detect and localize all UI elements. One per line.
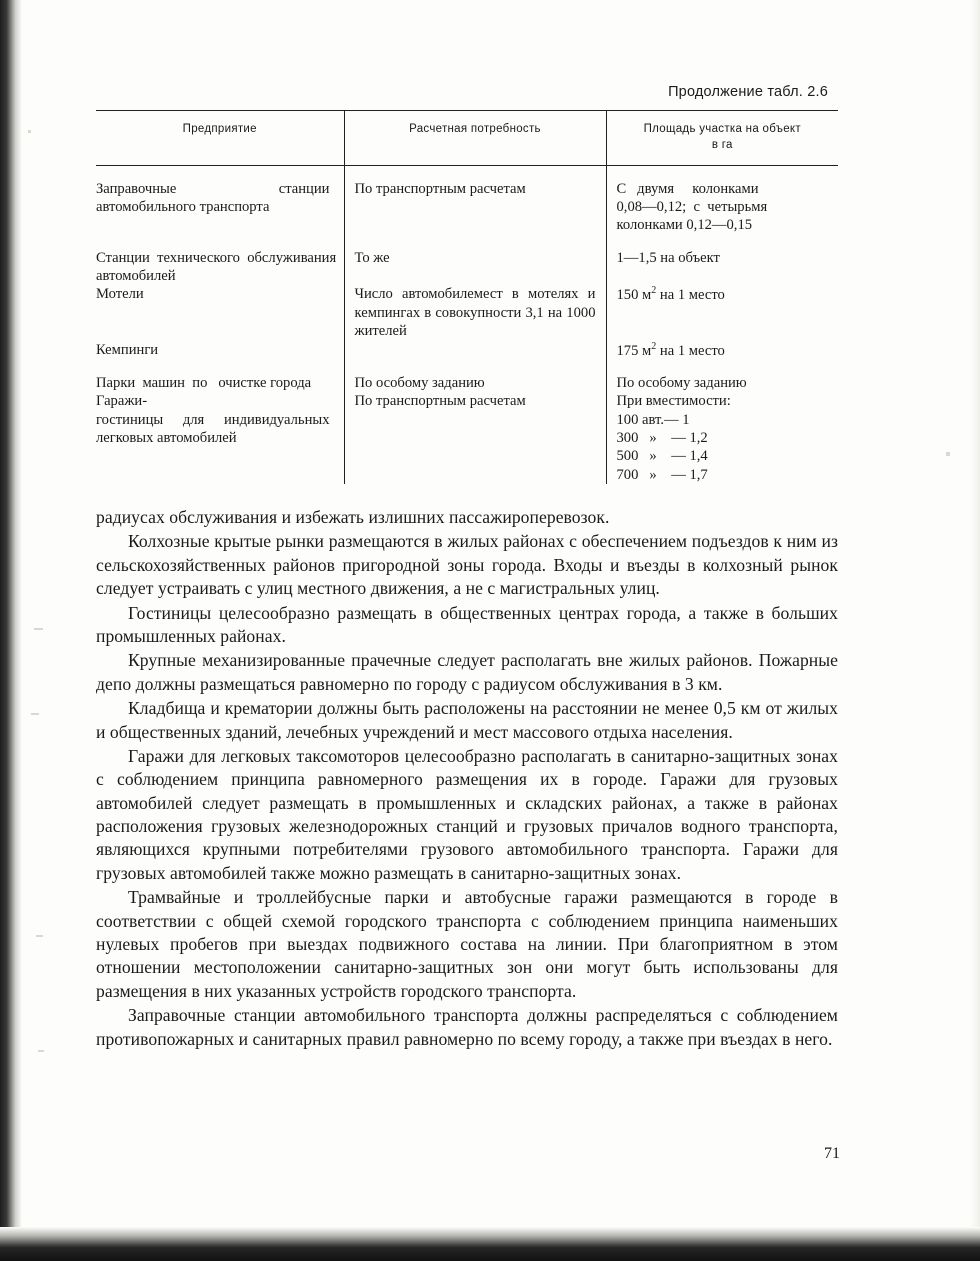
cell-area: По особому заданию xyxy=(606,374,838,392)
cell-need: По транспортным расчетам xyxy=(344,180,606,235)
cell-enterprise: Парки машин по очистке города xyxy=(96,374,312,391)
scan-speck xyxy=(946,452,950,456)
cell-enterprise: Кемпинги xyxy=(96,341,159,358)
cell-area: 1—1,5 на объект xyxy=(606,249,838,286)
table-row xyxy=(96,341,838,360)
paragraph: Гаражи для легковых таксомоторов целесообразно располагать в санитарно-защитных зонах с соблюдением принципа равномерного размещения их в городе. Гаражи для грузовых автомобилей следует размещать в промышленных и складских районах, а также в районах расположения грузовых железнодорожных станций и грузовых причалов водного транспорта, являющихся крупными потребителями грузового автомобильного транспорта. Гаражи для грузовых автомобилей также можно размещать в санитарно-защитных зонах. xyxy=(96,745,838,883)
table-header-row xyxy=(96,111,838,166)
requirements-table xyxy=(96,110,838,484)
table-header-enterprise: Предприятие xyxy=(96,111,344,166)
table-row xyxy=(96,180,838,235)
page-right-scan-edge xyxy=(970,0,980,1261)
cell-need: Число автомобилемест в мотелях и кемпингах в совокупности 3,1 на 1000 жителей xyxy=(344,285,606,340)
table-row xyxy=(96,392,838,484)
page-left-scan-edge xyxy=(0,0,22,1261)
table-spacer-row xyxy=(96,360,838,374)
page-bottom-scan-edge xyxy=(0,1227,980,1261)
cell-need: То же xyxy=(344,249,606,286)
paragraph: Крупные механизированные прачечные следует располагать вне жилых районов. Пожарные депо должны размещаться равномерно по городу с радиусом обслуживания в 3 км. xyxy=(96,650,838,694)
paragraph: Гостиницы целесообразно размещать в общественных центрах города, а также в больших промышленных районах. xyxy=(96,602,838,646)
page-number: 71 xyxy=(824,1145,840,1162)
cell-area: С двумя колонками 0,08—0,12; с четырьмя колонками 0,12—0,15 xyxy=(606,180,838,235)
cell-need: По транспортным расчетам xyxy=(344,392,606,484)
paragraph: Трамвайные и троллейбусные парки и автобусные гаражи размещаются в городе в соответствии с общей схемой городского транспорта с соблюдением принципа наименьших нулевых пробегов при выездах подвижного состава на линии. При благоприятном в этом отношении местоположении санитарно-защитных зон они могут быть использованы для размещения в них указанных устройств городского транспорта. xyxy=(96,887,838,1001)
paragraph: Колхозные крытые рынки размещаются в жилых районах с обеспечением подъездов к ним из сельскохозяйственных районов пригородной зоны города. Входы и въезды в колхозный рынок следует устраивать с улиц местного движения, а не с магистральных улиц. xyxy=(96,531,838,599)
table-continuation-label: Продолжение табл. 2.6 xyxy=(668,84,828,100)
cell-area: При вместимости: 100 авт.— 1 300 » — 1,2 500 » — 1,4 700 » — 1,7 xyxy=(606,392,838,484)
table-header-area: Площадь участка на объект в га xyxy=(606,111,838,166)
scan-speck xyxy=(36,935,43,937)
paragraph: радиусах обслуживания и избежать излишних пассажироперевозок. xyxy=(96,507,610,528)
body-text xyxy=(96,506,838,1051)
scan-speck xyxy=(34,628,43,630)
table-row xyxy=(96,374,838,392)
table-spacer-row xyxy=(96,166,838,180)
cell-enterprise: Мотели xyxy=(96,286,144,303)
cell-enterprise: Станции технического обслуживания автомобилей xyxy=(96,249,337,285)
table-header-need: Расчетная потребность xyxy=(344,111,606,166)
table-row xyxy=(96,249,838,286)
cell-need xyxy=(344,341,606,360)
scan-speck xyxy=(28,130,31,133)
cell-area: 175 $м^2$ на 1 место xyxy=(606,341,838,360)
paragraph: Заправочные станции автомобильного транспорта должны распределяться с соблюдением противопожарных и санитарных правил равномерно по всему городу, а также при въездах в него. xyxy=(96,1005,838,1049)
paragraph: Кладбища и крематории должны быть расположены на расстоянии не менее 0,5 км от жилых и общественных зданий, лечебных учреждений и мест массового отдыха населения. xyxy=(96,698,838,742)
cell-enterprise: Гаражи-гостиницы для индивидуальных легковых автомобилей xyxy=(96,393,330,446)
cell-enterprise: Заправочные станции автомобильного транспорта xyxy=(96,180,330,215)
page-content xyxy=(96,84,838,1052)
scan-speck xyxy=(38,1050,44,1052)
cell-area: 150 $м^2$ на 1 место xyxy=(606,285,838,340)
table-spacer-row xyxy=(96,235,838,249)
scan-speck xyxy=(31,713,39,715)
table-row xyxy=(96,285,838,340)
cell-need: По особому заданию xyxy=(344,374,606,392)
